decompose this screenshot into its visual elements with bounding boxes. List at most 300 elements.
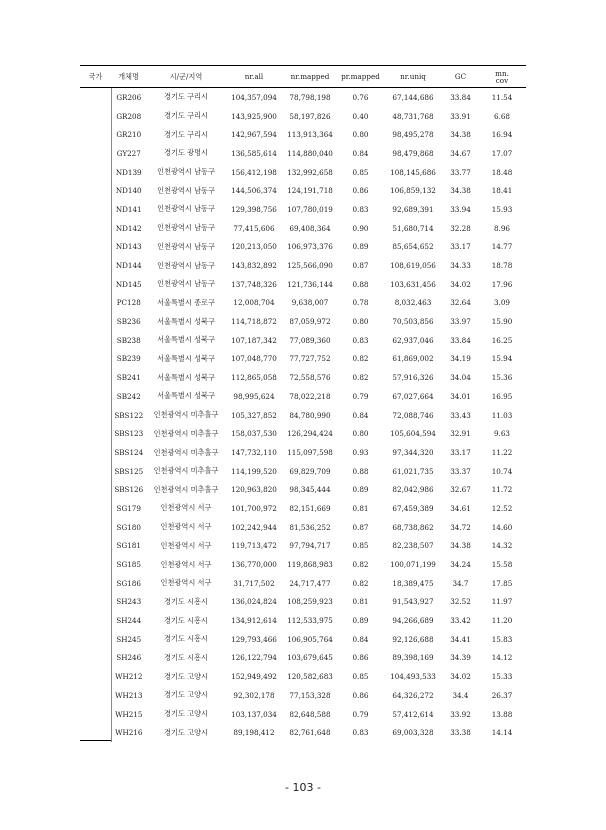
nr-mapped-cell: 58,197,826 (289, 111, 331, 121)
table-row (80, 275, 526, 294)
nr-all-cell: 126,122,794 (231, 653, 277, 663)
pr-mapped-cell: 0.90 (352, 223, 369, 233)
table-row (80, 686, 526, 705)
country-cell (80, 144, 111, 163)
nr-uniq-cell: 62,937,046 (392, 335, 434, 345)
nr-all-cell: 134,912,614 (231, 616, 277, 626)
region-cell: 인천광역시 남동구 (157, 204, 215, 214)
sample-name-cell: SG180 (116, 522, 141, 532)
gc-cell: 33.77 (450, 167, 471, 177)
pr-mapped-cell: 0.76 (352, 92, 369, 102)
country-cell (80, 312, 111, 331)
pr-mapped-cell: 0.80 (352, 429, 369, 439)
nr-all-cell: 120,963,820 (231, 485, 277, 495)
region-cell: 인천광역시 서구 (160, 503, 212, 513)
nr-mapped-cell: 106,973,376 (287, 242, 333, 252)
region-cell: 경기도 구리시 (164, 111, 208, 121)
nr-uniq-cell: 57,412,614 (392, 709, 434, 719)
header-gc: GC (443, 66, 478, 88)
table-row (80, 723, 526, 742)
nr-uniq-cell: 108,145,686 (390, 167, 436, 177)
country-cell (80, 667, 111, 686)
gc-cell: 34.7 (452, 578, 469, 588)
region-cell: 인천광역시 남동구 (157, 241, 215, 251)
nr-uniq-cell: 69,003,328 (392, 728, 434, 738)
table-row (80, 705, 526, 724)
mn-cov-cell: 16.94 (491, 130, 513, 140)
nr-uniq-cell: 8,032,463 (394, 298, 432, 308)
sample-name-cell: ND140 (115, 186, 142, 196)
nr-all-cell: 143,832,892 (231, 261, 277, 271)
table-row (80, 499, 526, 518)
nr-all-cell: 77,415,606 (233, 223, 275, 233)
nr-all-cell: 156,412,198 (231, 167, 277, 177)
nr-uniq-cell: 67,144,686 (392, 92, 434, 102)
mn-cov-cell: 11.72 (491, 485, 513, 495)
nr-all-cell: 136,024,824 (231, 597, 277, 607)
nr-mapped-cell: 69,829,709 (289, 466, 331, 476)
gc-cell: 34.41 (450, 634, 471, 644)
page-number: - 103 - (285, 781, 321, 794)
sample-name-cell: WH216 (115, 728, 143, 738)
region-cell: 인천광역시 남동구 (157, 223, 215, 233)
country-cell (80, 518, 111, 537)
table-row (80, 649, 526, 668)
header-pr-mapped: pr.mapped (338, 66, 383, 88)
pr-mapped-cell: 0.85 (352, 541, 369, 551)
nr-mapped-cell: 77,727,752 (289, 354, 331, 364)
nr-all-cell: 158,037,530 (231, 429, 277, 439)
sample-name-cell: SB238 (116, 335, 141, 345)
mn-cov-cell: 17.96 (491, 279, 513, 289)
table-row (80, 163, 526, 182)
nr-uniq-cell: 68,738,862 (392, 522, 434, 532)
pr-mapped-cell: 0.84 (352, 634, 369, 644)
mn-cov-cell: 9.63 (493, 429, 510, 439)
nr-mapped-cell: 112,533,975 (287, 616, 333, 626)
nr-uniq-cell: 57,916,326 (392, 373, 434, 383)
mn-cov-cell: 12.52 (491, 503, 513, 513)
nr-all-cell: 112,865,058 (231, 373, 277, 383)
sample-name-cell: SBS125 (114, 466, 144, 476)
table-row (80, 574, 526, 593)
nr-uniq-cell: 64,326,272 (392, 690, 434, 700)
sample-name-cell: GY227 (116, 148, 141, 158)
nr-mapped-cell: 114,880,040 (287, 148, 333, 158)
nr-uniq-cell: 61,869,002 (392, 354, 434, 364)
nr-all-cell: 103,137,034 (231, 709, 277, 719)
pr-mapped-cell: 0.80 (352, 317, 369, 327)
gc-cell: 33.84 (450, 92, 471, 102)
region-cell: 서울특별시 성북구 (157, 335, 215, 345)
pr-mapped-cell: 0.93 (352, 447, 369, 457)
mn-cov-cell: 15.93 (491, 204, 513, 214)
nr-mapped-cell: 84,780,990 (289, 410, 331, 420)
nr-mapped-cell: 103,679,645 (287, 653, 333, 663)
data-table (80, 65, 526, 742)
nr-uniq-cell: 18,389,475 (392, 578, 434, 588)
nr-mapped-cell: 124,191,718 (287, 186, 333, 196)
nr-mapped-cell: 98,345,444 (289, 485, 331, 495)
nr-mapped-cell: 82,151,669 (289, 503, 331, 513)
country-cell (80, 499, 111, 518)
country-cell (80, 368, 111, 387)
nr-all-cell: 31,717,502 (233, 578, 275, 588)
nr-all-cell: 120,213,050 (231, 242, 277, 252)
nr-mapped-cell: 126,294,424 (287, 429, 333, 439)
country-cell (80, 406, 111, 425)
gc-cell: 34.61 (450, 503, 471, 513)
pr-mapped-cell: 0.83 (352, 204, 369, 214)
nr-all-cell: 114,718,872 (231, 317, 277, 327)
region-cell: 인천광역시 서구 (160, 559, 212, 569)
pr-mapped-cell: 0.82 (352, 354, 369, 364)
region-cell: 서울특별시 성북구 (157, 391, 215, 401)
region-cell: 인천광역시 남동구 (157, 279, 215, 289)
gc-cell: 34.19 (450, 354, 471, 364)
nr-uniq-cell: 70,503,856 (392, 317, 434, 327)
country-cell (80, 219, 111, 238)
region-cell: 경기도 고양시 (164, 709, 208, 719)
country-cell (80, 611, 111, 630)
nr-uniq-cell: 105,604,594 (390, 429, 436, 439)
nr-uniq-cell: 51,680,714 (392, 223, 434, 233)
nr-all-cell: 147,732,110 (231, 447, 277, 457)
table-header-row (80, 66, 526, 88)
pr-mapped-cell: 0.81 (352, 597, 369, 607)
table-row (80, 424, 526, 443)
gc-cell: 34.02 (450, 279, 471, 289)
pr-mapped-cell: 0.78 (352, 298, 369, 308)
pr-mapped-cell: 0.85 (352, 167, 369, 177)
region-cell: 경기도 시흥시 (164, 596, 208, 606)
country-cell (80, 125, 111, 144)
nr-mapped-cell: 97,794,717 (289, 541, 331, 551)
nr-mapped-cell: 78,022,218 (289, 391, 331, 401)
pr-mapped-cell: 0.40 (352, 111, 369, 121)
nr-uniq-cell: 91,543,927 (392, 597, 434, 607)
nr-all-cell: 107,187,342 (231, 335, 277, 345)
mn-cov-cell: 6.68 (493, 111, 510, 121)
mn-cov-cell: 15.58 (491, 560, 513, 570)
nr-all-cell: 129,793,466 (231, 634, 277, 644)
header-region: 시/군/지역 (146, 66, 226, 88)
mn-cov-cell: 10.74 (491, 466, 513, 476)
sample-name-cell: WH213 (115, 690, 143, 700)
region-cell: 서울특별시 성북구 (157, 353, 215, 363)
table-body (80, 88, 526, 743)
gc-cell: 32.67 (450, 485, 471, 495)
region-cell: 인천광역시 서구 (160, 522, 212, 532)
mn-cov-cell: 18.48 (491, 167, 513, 177)
region-cell: 인천광역시 남동구 (157, 167, 215, 177)
nr-all-cell: 119,713,472 (231, 541, 277, 551)
nr-uniq-cell: 92,689,391 (392, 204, 434, 214)
gc-cell: 34.4 (452, 690, 469, 700)
sample-name-cell: SB236 (116, 317, 141, 327)
mn-cov-cell: 17.85 (491, 578, 513, 588)
country-cell (80, 107, 111, 126)
sample-name-cell: SG181 (116, 541, 141, 551)
mn-cov-cell: 26.37 (491, 690, 513, 700)
mn-cov-cell: 15.33 (491, 672, 513, 682)
pr-mapped-cell: 0.86 (352, 653, 369, 663)
nr-uniq-cell: 104,493,533 (390, 672, 436, 682)
country-cell (80, 294, 111, 313)
mn-cov-cell: 11.22 (491, 447, 513, 457)
nr-mapped-cell: 81,536,252 (289, 522, 331, 532)
country-cell (80, 181, 111, 200)
pr-mapped-cell: 0.81 (352, 503, 369, 513)
gc-cell: 34.39 (450, 653, 471, 663)
gc-cell: 32.28 (450, 223, 471, 233)
gc-cell: 32.52 (450, 597, 471, 607)
gc-cell: 33.43 (450, 410, 471, 420)
mn-cov-cell: 8.96 (493, 223, 510, 233)
country-cell (80, 331, 111, 350)
sample-name-cell: WH212 (115, 672, 143, 682)
gc-cell: 34.24 (450, 560, 471, 570)
table-row (80, 462, 526, 481)
nr-uniq-cell: 92,126,688 (392, 634, 434, 644)
sample-name-cell: SBS123 (114, 429, 144, 439)
table-row (80, 537, 526, 556)
country-cell (80, 350, 111, 369)
table-row (80, 200, 526, 219)
header-country: 국가 (80, 66, 111, 88)
mn-cov-cell: 14.32 (491, 541, 513, 551)
region-cell: 인천광역시 미추홀구 (153, 429, 219, 439)
sample-name-cell: SH245 (116, 634, 142, 644)
nr-uniq-cell: 103,631,456 (390, 279, 436, 289)
table-row (80, 107, 526, 126)
gc-cell: 33.91 (450, 111, 471, 121)
country-cell (80, 275, 111, 294)
nr-uniq-cell: 82,042,986 (392, 485, 434, 495)
sample-name-cell: ND139 (115, 167, 142, 177)
nr-all-cell: 136,585,614 (231, 148, 277, 158)
region-cell: 경기도 고양시 (164, 671, 208, 681)
region-cell: 경기도 구리시 (164, 92, 208, 102)
gc-cell: 34.02 (450, 672, 471, 682)
nr-mapped-cell: 77,153,328 (289, 690, 331, 700)
country-cell (80, 574, 111, 593)
nr-uniq-cell: 85,654,652 (392, 242, 434, 252)
gc-cell: 33.42 (450, 616, 471, 626)
nr-mapped-cell: 113,913,364 (287, 130, 333, 140)
table-row (80, 88, 526, 107)
mn-cov-cell: 18.78 (491, 261, 513, 271)
pr-mapped-cell: 0.89 (352, 485, 369, 495)
region-cell: 경기도 시흥시 (164, 615, 208, 625)
pr-mapped-cell: 0.88 (352, 466, 369, 476)
nr-uniq-cell: 100,071,199 (390, 560, 436, 570)
nr-uniq-cell: 82,238,507 (392, 541, 434, 551)
mn-cov-cell: 11.03 (491, 410, 513, 420)
country-cell (80, 593, 111, 612)
mn-cov-cell: 14.77 (491, 242, 513, 252)
region-cell: 인천광역시 미추홀구 (153, 410, 219, 420)
header-nr-all: nr.all (226, 66, 282, 88)
nr-all-cell: 144,506,374 (231, 186, 277, 196)
pr-mapped-cell: 0.82 (352, 578, 369, 588)
table-row (80, 350, 526, 369)
pr-mapped-cell: 0.80 (352, 130, 369, 140)
nr-mapped-cell: 119,868,983 (287, 560, 333, 570)
country-cell (80, 462, 111, 481)
country-cell (80, 88, 111, 107)
nr-uniq-cell: 98,479,868 (392, 148, 434, 158)
country-cell (80, 630, 111, 649)
table-row (80, 125, 526, 144)
sample-name-cell: ND142 (115, 223, 142, 233)
gc-cell: 33.92 (450, 709, 471, 719)
gc-cell: 34.67 (450, 148, 471, 158)
mn-cov-cell: 14.14 (491, 728, 513, 738)
table-row (80, 181, 526, 200)
sample-name-cell: SG186 (116, 578, 141, 588)
table-row (80, 368, 526, 387)
nr-mapped-cell: 82,648,588 (289, 709, 331, 719)
gc-cell: 34.04 (450, 373, 471, 383)
gc-cell: 33.17 (450, 447, 471, 457)
country-cell (80, 424, 111, 443)
mn-cov-cell: 11.97 (491, 597, 513, 607)
country-cell (80, 480, 111, 499)
nr-all-cell: 92,302,178 (233, 690, 275, 700)
gc-cell: 33.38 (450, 728, 471, 738)
country-cell (80, 200, 111, 219)
header-cov-label: cov (495, 75, 509, 85)
nr-uniq-cell: 67,027,664 (392, 391, 434, 401)
mn-cov-cell: 18.41 (491, 186, 513, 196)
table-row (80, 593, 526, 612)
pr-mapped-cell: 0.87 (352, 522, 369, 532)
nr-all-cell: 89,198,412 (233, 728, 275, 738)
pr-mapped-cell: 0.79 (352, 391, 369, 401)
sample-name-cell: WH215 (115, 709, 143, 719)
mn-cov-cell: 14.12 (491, 653, 513, 663)
country-cell (80, 686, 111, 705)
nr-uniq-cell: 72,088,746 (392, 410, 434, 420)
sample-name-cell: PC128 (116, 298, 141, 308)
nr-mapped-cell: 82,761,648 (289, 728, 331, 738)
nr-mapped-cell: 125,566,090 (287, 261, 333, 271)
nr-mapped-cell: 132,992,658 (287, 167, 333, 177)
pr-mapped-cell: 0.83 (352, 335, 369, 345)
mn-cov-cell: 15.83 (491, 634, 513, 644)
nr-all-cell: 129,398,756 (231, 204, 277, 214)
pr-mapped-cell: 0.89 (352, 242, 369, 252)
sample-name-cell: ND141 (115, 204, 142, 214)
nr-all-cell: 102,242,944 (231, 522, 277, 532)
nr-uniq-cell: 106,859,132 (390, 186, 436, 196)
mn-cov-cell: 13.88 (491, 709, 513, 719)
sample-name-cell: SH243 (116, 597, 142, 607)
gc-cell: 34.38 (450, 541, 471, 551)
bottom-rule (80, 740, 111, 741)
sample-name-cell: ND144 (115, 261, 142, 271)
header-mn-label: mn. (495, 68, 509, 78)
nr-uniq-cell: 108,619,056 (390, 261, 436, 271)
region-cell: 인천광역시 남동구 (157, 260, 215, 270)
nr-mapped-cell: 87,059,972 (289, 317, 331, 327)
sample-name-cell: SB241 (116, 373, 141, 383)
sample-name-cell: ND145 (115, 279, 142, 289)
table-row (80, 312, 526, 331)
mn-cov-cell: 17.07 (491, 148, 513, 158)
nr-mapped-cell: 69,408,364 (289, 223, 331, 233)
country-cell (80, 238, 111, 257)
table-row (80, 238, 526, 257)
nr-uniq-cell: 48,731,768 (392, 111, 434, 121)
header-nr-mapped: nr.mapped (282, 66, 338, 88)
pr-mapped-cell: 0.86 (352, 186, 369, 196)
header-nr-uniq: nr.uniq (383, 66, 443, 88)
region-cell: 서울특별시 성북구 (157, 316, 215, 326)
country-cell (80, 537, 111, 556)
pr-mapped-cell: 0.87 (352, 261, 369, 271)
sample-name-cell: SBS126 (114, 485, 144, 495)
nr-all-cell: 98,995,624 (233, 391, 275, 401)
nr-uniq-cell: 94,266,689 (392, 616, 434, 626)
sample-name-cell: SB239 (116, 354, 141, 364)
nr-all-cell: 143,925,900 (231, 111, 277, 121)
pr-mapped-cell: 0.82 (352, 373, 369, 383)
gc-cell: 34.38 (450, 130, 471, 140)
region-cell: 인천광역시 서구 (160, 578, 212, 588)
nr-uniq-cell: 61,021,735 (392, 466, 434, 476)
pr-mapped-cell: 0.88 (352, 279, 369, 289)
header-sample-name: 개체명 (111, 66, 146, 88)
region-cell: 경기도 시흥시 (164, 634, 208, 644)
nr-all-cell: 142,967,594 (231, 130, 277, 140)
mn-cov-cell: 15.94 (491, 354, 513, 364)
table-row (80, 144, 526, 163)
region-cell: 인천광역시 미추홀구 (153, 466, 219, 476)
region-cell: 경기도 광명시 (164, 148, 208, 158)
gc-cell: 34.72 (450, 522, 471, 532)
mn-cov-cell: 3.09 (493, 298, 510, 308)
sample-name-cell: SG185 (116, 560, 141, 570)
mn-cov-cell: 14.60 (491, 522, 513, 532)
country-cell (80, 649, 111, 668)
gc-cell: 33.37 (450, 466, 471, 476)
country-cell (80, 443, 111, 462)
pr-mapped-cell: 0.86 (352, 690, 369, 700)
table-row (80, 630, 526, 649)
nr-mapped-cell: 120,582,683 (287, 672, 333, 682)
pr-mapped-cell: 0.84 (352, 410, 369, 420)
gc-cell: 33.84 (450, 335, 471, 345)
country-cell (80, 163, 111, 182)
sample-name-cell: SH246 (116, 653, 142, 663)
nr-all-cell: 137,748,326 (231, 279, 277, 289)
nr-mapped-cell: 24,717,477 (289, 578, 331, 588)
nr-mapped-cell: 121,736,144 (287, 279, 333, 289)
table-row (80, 518, 526, 537)
pr-mapped-cell: 0.79 (352, 709, 369, 719)
nr-all-cell: 105,327,852 (231, 410, 277, 420)
nr-all-cell: 107,048,770 (231, 354, 277, 364)
sample-name-cell: GR208 (116, 111, 142, 121)
table-row (80, 256, 526, 275)
nr-mapped-cell: 106,905,764 (287, 634, 333, 644)
table-row (80, 443, 526, 462)
region-cell: 경기도 고양시 (164, 690, 208, 700)
nr-mapped-cell: 115,097,598 (287, 447, 333, 457)
region-cell: 서울특별시 성북구 (157, 372, 215, 382)
